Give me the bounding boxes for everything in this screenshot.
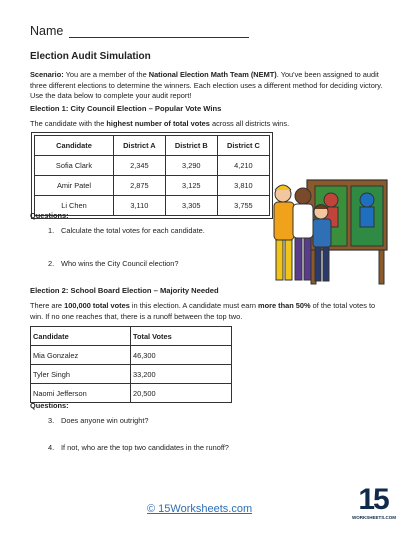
table-cell: Li Chen [35,196,114,216]
table-cell: 20,500 [131,384,232,403]
question-text: If not, who are the top two candidates in the runoff? [61,443,229,452]
election1-intro-a: The candidate with the [30,119,107,128]
election2-intro-a: There are [30,301,65,310]
table-row [35,176,270,196]
worksheets-logo [352,483,397,527]
table-cell: 2,345 [114,156,166,176]
table-cell: 3,755 [217,196,269,216]
table-cell: Naomi Jefferson [31,384,131,403]
scenario-org: National Election Math Team (NEMT) [148,70,277,79]
election2-table [30,326,232,403]
table-cell: 2,875 [114,176,166,196]
table-cell: Sofia Clark [35,156,114,176]
question-item [48,226,205,235]
table-cell: 3,110 [114,196,166,216]
table-header-cell: Candidate [31,327,131,346]
question-number: 3. [48,416,55,425]
table-header-row [31,327,232,346]
election2-intro-bold2: more than 50% [258,301,311,310]
question-item [48,259,178,268]
table-header-cell: District C [217,136,269,156]
table-cell: Amir Patel [35,176,114,196]
table-header-cell: Total Votes [131,327,232,346]
table-cell: Mia Gonzalez [31,346,131,365]
table-row [31,384,232,403]
name-blank-line [69,25,249,38]
table-row [31,365,232,384]
election2-questions-label: Questions: [30,401,69,410]
table-cell: 46,300 [131,346,232,365]
election2-heading: Election 2: School Board Election – Majority Needed [30,286,219,295]
table-row [35,156,270,176]
logo-text: WORKSHEETS.COM [352,515,397,520]
table-cell: 33,200 [131,365,232,384]
election1-intro [30,119,390,130]
table-cell: 3,125 [165,176,217,196]
table-cell: 4,210 [217,156,269,176]
question-item [48,416,149,425]
election2-intro [30,301,390,322]
election2-intro-b: in this election. A candidate must earn [129,301,259,310]
table-header-cell: Candidate [35,136,114,156]
election2-intro-bold1: 100,000 total votes [64,301,130,310]
question-number: 1. [48,226,55,235]
election1-questions-label: Questions: [30,211,69,220]
name-label: Name [30,24,64,38]
table-header-row [35,136,270,156]
scenario-text-a: You are a member of the [63,70,149,79]
table-row [35,196,270,216]
table-header-cell: District A [114,136,166,156]
logo-number: 15 [358,483,388,516]
page-title: Election Audit Simulation [30,51,151,62]
table-cell: 3,290 [165,156,217,176]
table-cell: 3,305 [165,196,217,216]
table-cell: Tyler Singh [31,365,131,384]
name-field [30,24,249,38]
election2-intro-c: of the total votes to win. If no one reaches that, there is a runoff between the top two. [30,301,376,321]
scenario-paragraph [30,70,390,102]
scenario-text-b: . You've been assigned to audit three different elections to determine the winners. Each election uses a different method for deciding victory. Use the data below to complete your audit report! [30,70,383,101]
table-row [31,346,232,365]
question-item [48,443,229,452]
question-number: 4. [48,443,55,452]
question-text: Who wins the City Council election? [61,259,179,268]
election1-heading: Election 1: City Council Election – Popular Vote Wins [30,104,222,113]
scenario-label: Scenario: [30,70,64,79]
voting-booth-illustration [271,174,391,286]
question-text: Calculate the total votes for each candidate. [61,226,205,235]
question-number: 2. [48,259,55,268]
election1-intro-bold: highest number of total votes [106,119,210,128]
election1-table [34,135,270,216]
table-cell: 3,810 [217,176,269,196]
question-text: Does anyone win outright? [61,416,149,425]
table-header-cell: District B [165,136,217,156]
election1-intro-b: across all districts wins. [209,119,290,128]
footer-link[interactable]: © 15Worksheets.com [147,503,253,515]
